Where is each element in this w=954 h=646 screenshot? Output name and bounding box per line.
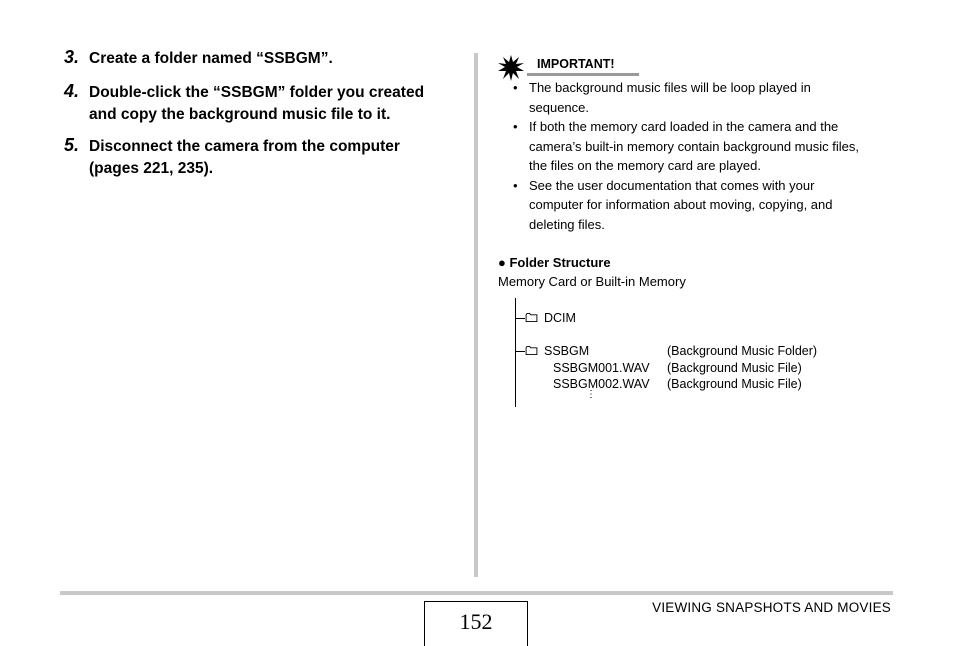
tree-item-file-2: SSBGM002.WAV	[553, 377, 650, 391]
list-item	[510, 117, 890, 176]
folder-structure-heading: ● Folder Structure	[498, 255, 611, 270]
tree-branch-line	[515, 318, 525, 319]
page-number: 152	[424, 601, 528, 646]
section-title: VIEWING SNAPSHOTS AND MOVIES	[652, 600, 891, 615]
bullet-line: camera’s built-in memory contain background music files,	[529, 138, 859, 154]
bullet-line: sequence.	[529, 99, 589, 115]
tree-trunk-line	[515, 298, 516, 407]
step-text-line1: Double-click the “SSBGM” folder you created	[89, 84, 425, 101]
important-bullet-list	[510, 78, 890, 234]
tree-item-file-2-desc: (Background Music File)	[667, 377, 802, 391]
bullet-dot: •	[513, 119, 518, 134]
tree-branch-line	[515, 351, 525, 352]
bullet-line: computer for information about moving, copying, and	[529, 197, 833, 212]
step-number: 5.	[64, 135, 80, 155]
step-text-line2: (pages 221, 235).	[89, 160, 214, 177]
bullet-line: the files on the memory card are played.	[529, 158, 761, 173]
step-text: Create a folder named “SSBGM”.	[89, 50, 333, 67]
tree-item-file-1: SSBGM001.WAV	[553, 361, 650, 375]
tree-item-dcim: DCIM	[544, 311, 576, 325]
step-number: 3.	[64, 47, 80, 67]
list-item	[510, 78, 890, 117]
bullet-dot: •	[513, 80, 518, 95]
important-label: IMPORTANT!	[537, 57, 615, 71]
bullet-dot: •	[513, 177, 518, 193]
step-5	[64, 134, 464, 180]
bullet-line: See the user documentation that comes with your	[529, 177, 815, 193]
tree-continuation-ellipsis: ⋮	[586, 389, 596, 400]
tree-item-file-1-desc: (Background Music File)	[667, 361, 802, 375]
step-4	[64, 80, 464, 126]
column-divider	[474, 53, 478, 577]
step-text-line1: Disconnect the camera from the computer	[89, 138, 400, 155]
tree-item-ssbgm-desc: (Background Music Folder)	[667, 344, 818, 358]
ssbgm-folder-icon	[525, 346, 538, 355]
bullet-line: If both the memory card loaded in the camera and the	[529, 119, 839, 134]
folder-structure-subtitle: Memory Card or Built-in Memory	[498, 274, 686, 289]
tree-item-ssbgm: SSBGM	[544, 344, 590, 358]
bullet-line: The background music files will be loop played in	[529, 80, 811, 95]
list-item	[510, 176, 890, 235]
step-3	[64, 46, 464, 70]
dcim-folder-icon	[525, 313, 538, 322]
bullet-line: deleting files.	[529, 216, 605, 232]
step-number: 4.	[64, 81, 80, 101]
important-underline	[527, 73, 639, 76]
footer-rule	[60, 591, 893, 595]
step-text-line2: and copy the background music file to it.	[89, 106, 391, 123]
